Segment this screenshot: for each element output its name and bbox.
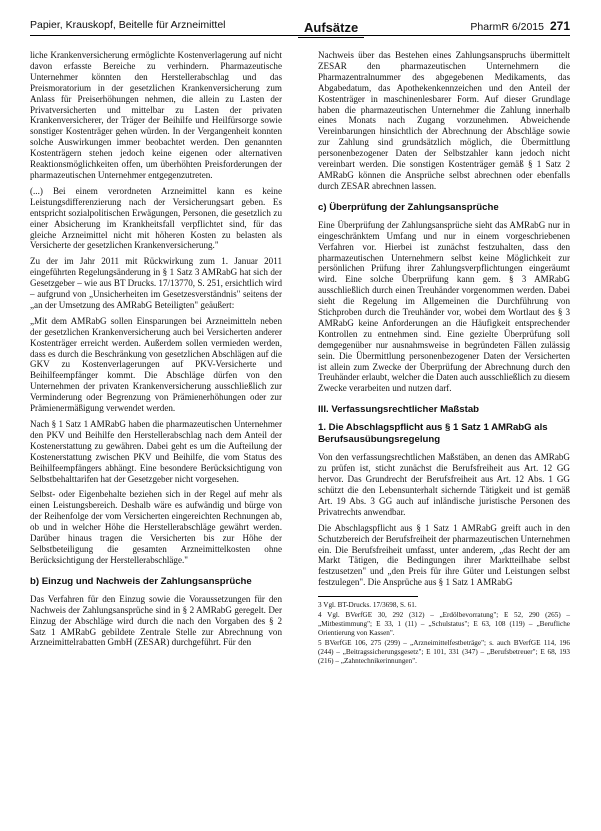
page-number: 271 <box>549 19 570 33</box>
paragraph: Von den verfassungsrechtlichen Maßstäben, an denen das AMRabG zu prüfen ist, sticht zunächst die Berufsfreiheit aus Art. 12 GG hervor. Das Grundrecht der Berufsfreiheit aus Art. 12 Abs. 1 GG schützt die den Lebensunterhalt sichernde Tätigkeit und ist gemäß Art. 19 Abs. 3 GG auch auf inländische juristische Personen des Privatrechts anwendbar. <box>318 452 570 517</box>
footnotes <box>318 601 570 666</box>
quoted-paragraph: „Mit dem AMRabG sollen Einsparungen bei Arzneimitteln neben der gesetzlichen Krankenversicherung auch bei Versicherten anderer Kostenträger erreicht werden. Außerdem sollen vermieden werden, dass es durch die Beschränkung von gesetzlichen Abschlägen auf die GKV zu Kostenverlagerungen auf PKV-Versicherte und Beihilfeempfänger kommt. Die Abschläge dürfen von den Unternehmen der privaten Krankenversicherung ausschließlich zur Verminderung oder Begrenzung von Prämienerhöhungen oder zur Prämienermäßigung verwendet werden. <box>30 315 282 414</box>
page-header <box>30 6 570 46</box>
subsection-heading-b: b) Einzug und Nachweis der Zahlungsansprüche <box>30 575 252 587</box>
running-head-left: Papier, Krauskopf, Beitelle für Arzneimittel <box>30 19 226 31</box>
footnote: 3 Vgl. BT-Drucks. 17/3698, S. 61. <box>318 601 417 610</box>
paragraph: (...) Bei einem verordneten Arzneimittel kann es keine Leistungsdifferenzierung nach der Versicherungsart geben. Es entspricht sozialpolitischen Erwägungen, Personen, die gesetzlich zu einer Absicherung im Krankheitsfall verpflichtet sind, für das gleiche Arzneimittel nicht mit höheren Kosten zu belasten als Versicherte der gesetzlichen Krankenversicherung." <box>30 185 282 251</box>
header-rule <box>30 35 570 36</box>
subsection-heading-1: 1. Die Abschlagspflicht aus § 1 Satz 1 AMRabG als Berufsausübungsregelung <box>318 422 548 446</box>
journal-issue: PharmR 6/2015 <box>470 21 544 33</box>
footnote: 4 Vgl. BVerfGE 30, 292 (312) – „Erdölbevorratung"; E 52, 290 (265) – „Mitbestimmung"; E 33, 1 (11) – „Schulstatus"; E 63, 108 (119) – „Berufliche Orientierung von Kassen". <box>318 611 570 638</box>
paragraph: Eine Überprüfung der Zahlungsansprüche sieht das AMRabG nur in eingeschränktem Umfang und nur in einem vorgeschriebenen Verfahren vor. Hierbei ist zunächst festzuhalten, dass den pharmazeutischen Unternehmern selbst keine Möglichkeit zur persönlichen Prüfung ihrer Zahlungsverpflichtungen eingeräumt wird. Eine solche Überprüfung kann gem. § 3 AMRabG ausschließlich durch einen Treuhänder vorgenommen werden. Dabei sieht die Regelung im Allgemeinen die Durchführung von Stichproben durch die Treuhänder vor, wobei dem Wortlaut des § 3 AMRabG keine Anforderungen an die Häufigkeit entsprechender Kontrollen zu entnehmen sind. Eine gezielte Überprüfung soll demgegenüber nur ausnahmsweise in begründeten Fällen zulässig sein. Die Übermittlung personenbezogener Daten der Versicherten ist allein zum Zwecke der Überprüfung der Abrechnung durch den Treuhänder erlaubt, welcher die Daten auch ausschließlich zu diesem Zwecke verarbeiten und nutzen darf. <box>318 219 570 394</box>
right-column <box>318 50 570 667</box>
paragraph: Selbst- oder Eigenbehalte beziehen sich in der Regel auf mehr als einen Leistungsbereich. Deshalb wäre es aufwändig und bürge von der Reihenfolge der vom Versicherten eingereichten Rechnungen ab, ob und in welcher Höhe die Herstellerabschläge gewährt werden. Darüber hinaus tragen die Versicherten bis zur Höhe der Selbstbeteiligung die gesamten Arzneimittelkosten ohne Berücksichtigung der Herstellerabschläge." <box>30 489 282 565</box>
paragraph: Zu der im Jahr 2011 mit Rückwirkung zum 1. Januar 2011 eingeführten Regelungsänderung in § 1 Satz 3 AMRabG hat sich der Gesetzgeber – wie aus BT Drucks. 17/13770, S. 251, ersichtlich wird – aufgrund von „Unsicherheiten im Gesetzesverständnis" seitens der „an der Umsetzung des AMRabG Beteiligten" geäußert: <box>30 256 282 310</box>
left-column <box>30 50 282 653</box>
section-label: Aufsätze <box>298 6 364 38</box>
paragraph: Die Abschlagspflicht aus § 1 Satz 1 AMRabG greift auch in den Schutzbereich der Berufsfreiheit der pharmazeutischen Unternehmen ein. Die Berufsfreiheit umfasst, unter anderem, „das Recht der am Markt Tätigen, die Bedingungen ihrer Marktteilhabe selbst festzusetzen" und „den Preis für ihre Güter und Leistungen selbst festzulegen". Die Ansprüche aus § 1 Satz 1 AMRabG <box>318 522 570 588</box>
subsection-heading-c: c) Überprüfung der Zahlungsansprüche <box>318 201 499 213</box>
section-heading-iii: III. Verfassungsrechtlicher Maßstab <box>318 404 480 416</box>
paragraph: Das Verfahren für den Einzug sowie die Voraussetzungen für den Nachweis der Zahlungsansprüche sind in § 2 AMRabG geregelt. Der Einzug der Abschläge wird durch die nach den Vorgaben des § 2 Satz 1 AMRabG gebildete Zentrale Stelle zur Abrechnung von Arzneimittelrabatten GmbH (ZESAR) durchgeführt. Für den <box>30 593 282 648</box>
running-head-right <box>470 19 570 33</box>
paragraph: liche Krankenversicherung ermöglichte Kostenverlagerung auf nicht davon erfasste Bereiche zu verhindern. Pharmazeutische Unternehmer könnten den Herstellerabschlag und das Preismoratorium in der gesetzlichen Krankenversicherung zum Anlass für Preiserhöhungen nehmen, die allein zu Lasten der Privatversicherten und mittelbar zu Lasten der privaten Krankenversicherer, der Träger der Beihilfe und Heilfürsorge sowie sonstiger Kostenträger gehen würden. In der Vergangenheit konnten solche Auswirkungen immer beobachtet werden. Den genannten Kostenträgern stehen jedoch keine eigenen oder alternativen Reaktionsmöglichkeiten offen, um überhöhten Preisforderungen der pharmazeutischen Unternehmer entgegenzutreten. <box>30 50 282 180</box>
paragraph: Nachweis über das Bestehen eines Zahlungsanspruchs übermittelt ZESAR den pharmazeutischen Unternehmern die Pharmazentralnummer des abgegebenen Medikaments, das Abgabedatum, das Apothekenkennzeichen und den Anteil der Kostenträger in maschinenlesbarer Form. Auf dieser Grundlage haben die pharmazeutischen Unternehmer die Zahlung innerhalb eines Monats nach Zugang vorzunehmen. Abweichende Vereinbarungen hinsichtlich der Abrechnung der Abschläge sowie zur Zahlung sind grundsätzlich möglich, die Übermittlung personenbezogener Daten der Selbstzahler kann jedoch nicht vereinbart werden. Die sonstigen Kostenträger gemäß § 1 Satz 2 AMRabG können die Ansprüche selbst abrechnen oder ebenfalls durch ZESAR abrechnen lassen. <box>318 50 570 191</box>
paragraph: Nach § 1 Satz 1 AMRabG haben die pharmazeutischen Unternehmer den PKV und Beihilfe den Herstellerabschlag nach dem Anteil der Kostenerstattung zu gewähren. Dabei geht es um die Aufteilung der Kostenerstattung zwischen PKV und Beihilfe, die vom Status des Beihilfeempfängers abhängt. Eine besondere Berücksichtigung von Selbstbehalttarifen hat der Gesetzgeber nicht vorgesehen. <box>30 419 282 484</box>
footnote: 5 BVerfGE 106, 275 (299) – „Arzneimittelfestbeträge"; s. auch BVerfGE 114, 196 (244) – „Beitragssicherungsgesetz"; E 101, 331 (347) – „Berufsbetreuer"; E 68, 193 (216) – „Zahntechnikerinnungen". <box>318 639 570 666</box>
